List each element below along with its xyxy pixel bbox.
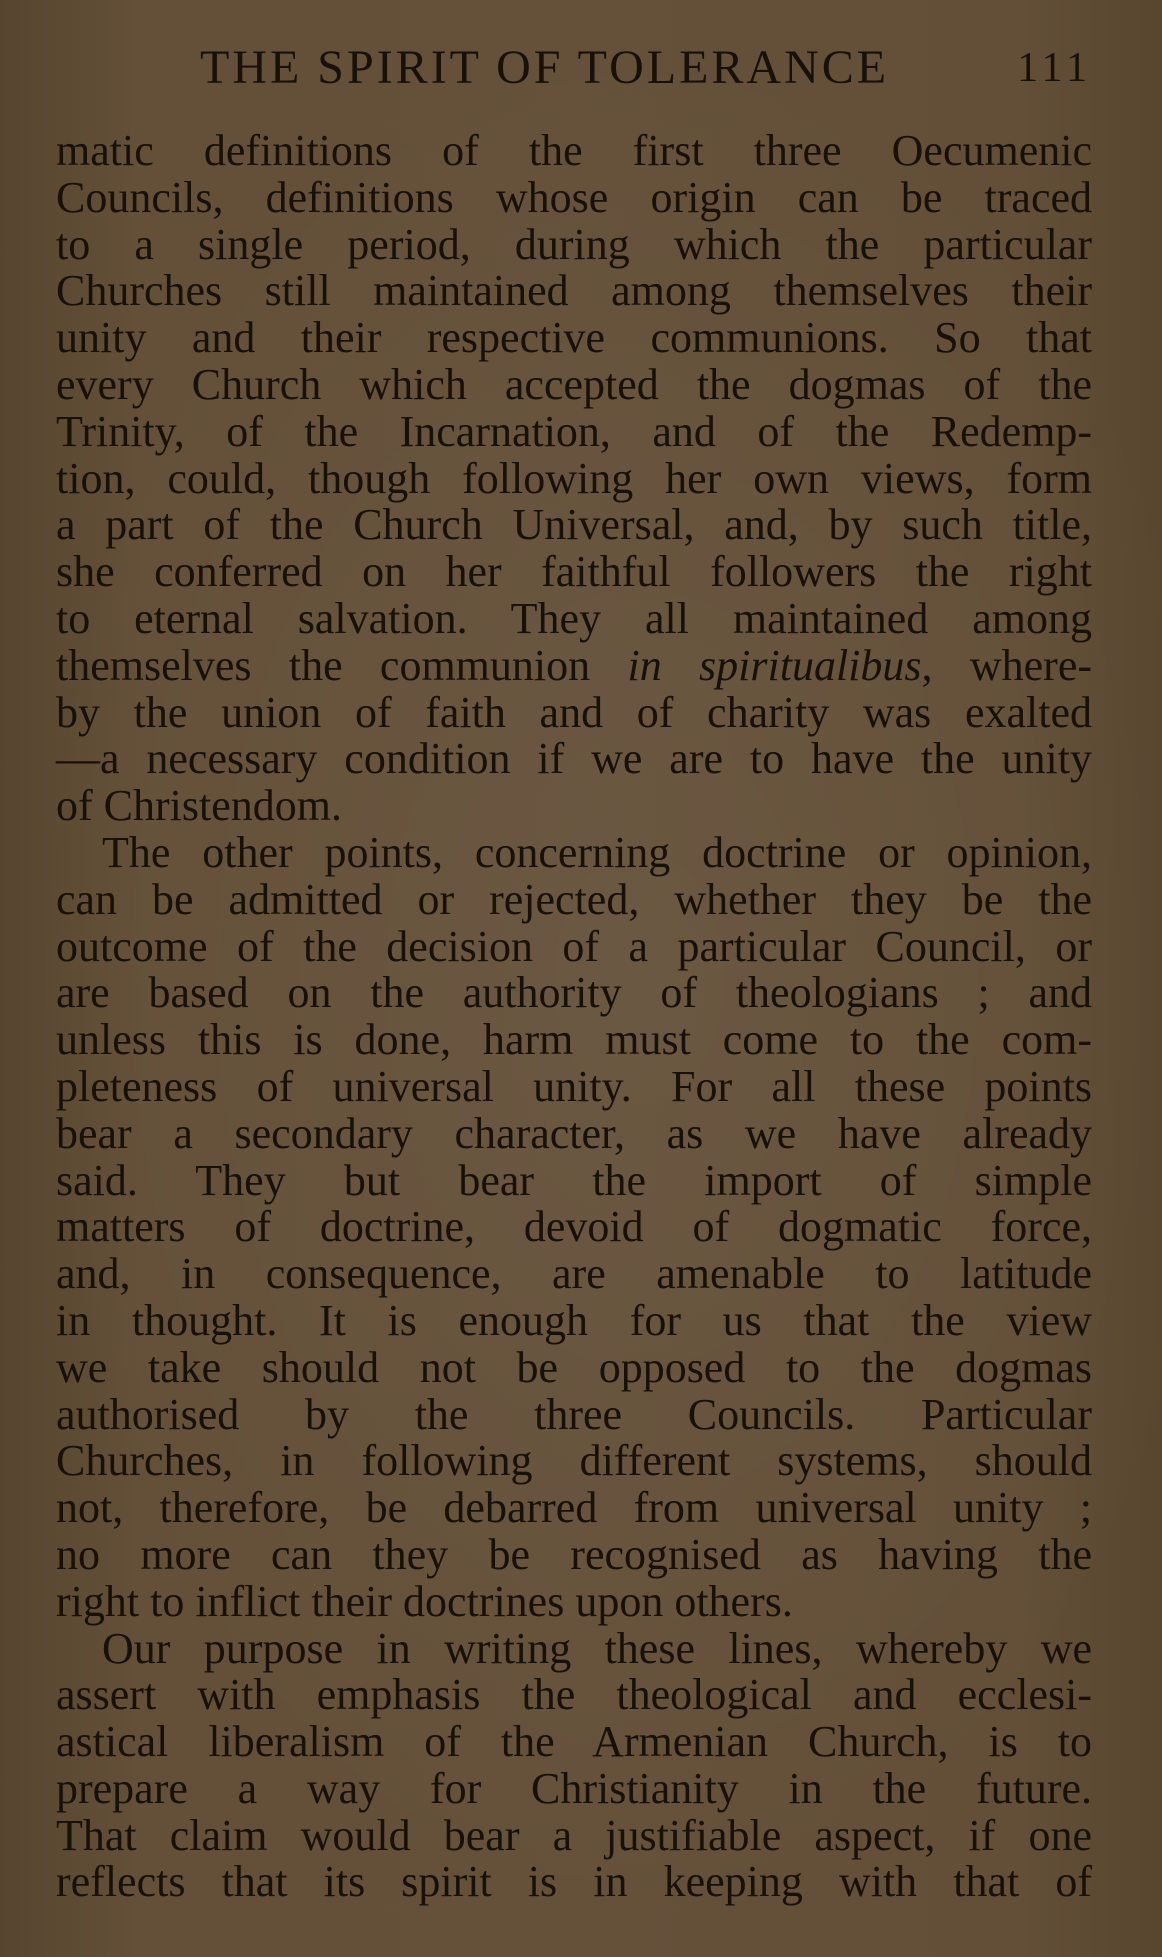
text-line: can be admitted or rejected, whether they be the: [56, 874, 1092, 924]
text-line: The other points, concerning doctrine or opinion,: [102, 827, 1092, 877]
text-line: of Christendom.: [56, 781, 342, 831]
text-segment: themselves the communion: [56, 640, 628, 690]
text-line-with-italic: [56, 640, 1093, 690]
text-line: matters of doctrine, devoid of dogmatic force,: [56, 1202, 1092, 1252]
page-number: 111: [1017, 45, 1092, 91]
text-line: we take should not be opposed to the dogmas: [56, 1342, 1092, 1392]
text-line: assert with emphasis the theological and ecclesi-: [56, 1670, 1092, 1720]
text-line: Churches still maintained among themselves their: [56, 266, 1092, 316]
text-line: Trinity, of the Incarnation, and of the Redemp-: [56, 406, 1092, 456]
text-segment: , where-: [921, 640, 1093, 690]
text-line: pleteness of universal unity. For all these points: [56, 1061, 1092, 1111]
text-line: by the union of faith and of charity was exalted: [56, 687, 1092, 737]
text-line: and, in consequence, are amenable to latitude: [56, 1249, 1092, 1299]
text-line: in thought. It is enough for us that the view: [56, 1295, 1092, 1345]
text-line: unity and their respective communions. So that: [56, 313, 1092, 363]
text-line: —a necessary condition if we are to have the unity: [56, 734, 1092, 784]
text-line: unless this is done, harm must come to the com-: [56, 1015, 1092, 1065]
text-line: Councils, definitions whose origin can be traced: [56, 172, 1092, 222]
text-line: she conferred on her faithful followers the right: [56, 547, 1092, 597]
text-line: prepare a way for Christianity in the future.: [56, 1763, 1092, 1813]
text-line: a part of the Church Universal, and, by such title,: [56, 500, 1092, 550]
paragraph-3: [56, 1623, 1092, 1907]
text-line: Our purpose in writing these lines, whereby we: [102, 1623, 1092, 1673]
running-title: THE SPIRIT OF TOLERANCE: [200, 41, 890, 94]
text-line: not, therefore, be debarred from universal unity ;: [56, 1483, 1092, 1533]
page-header: [200, 38, 1092, 98]
paragraph-1: [56, 128, 1092, 830]
text-line: right to inflict their doctrines upon others.: [56, 1576, 793, 1626]
text-line: are based on the authority of theologians ; and: [56, 968, 1092, 1018]
text-line: to a single period, during which the particular: [56, 219, 1092, 269]
text-line: outcome of the decision of a particular Council, or: [56, 921, 1092, 971]
latin-phrase: in spiritualibus: [627, 640, 922, 690]
text-line: Churches, in following different systems, should: [56, 1436, 1092, 1486]
text-line: no more can they be recognised as having the: [56, 1529, 1092, 1579]
text-line: astical liberalism of the Armenian Church, is to: [56, 1717, 1092, 1767]
text-line: tion, could, though following her own views, form: [56, 453, 1092, 503]
text-line: to eternal salvation. They all maintained among: [56, 593, 1092, 643]
text-line: That claim would bear a justifiable aspect, if one: [56, 1810, 1092, 1860]
text-line: said. They but bear the import of simple: [56, 1155, 1092, 1205]
text-line: authorised by the three Councils. Particular: [56, 1389, 1092, 1439]
body-text: [56, 128, 1092, 1906]
text-line: reflects that its spirit is in keeping with that of: [56, 1857, 1092, 1907]
text-line: matic definitions of the first three Oecumenic: [56, 126, 1092, 175]
text-line: bear a secondary character, as we have already: [56, 1108, 1092, 1158]
text-line: every Church which accepted the dogmas of the: [56, 359, 1092, 409]
paragraph-2: [56, 827, 1092, 1626]
